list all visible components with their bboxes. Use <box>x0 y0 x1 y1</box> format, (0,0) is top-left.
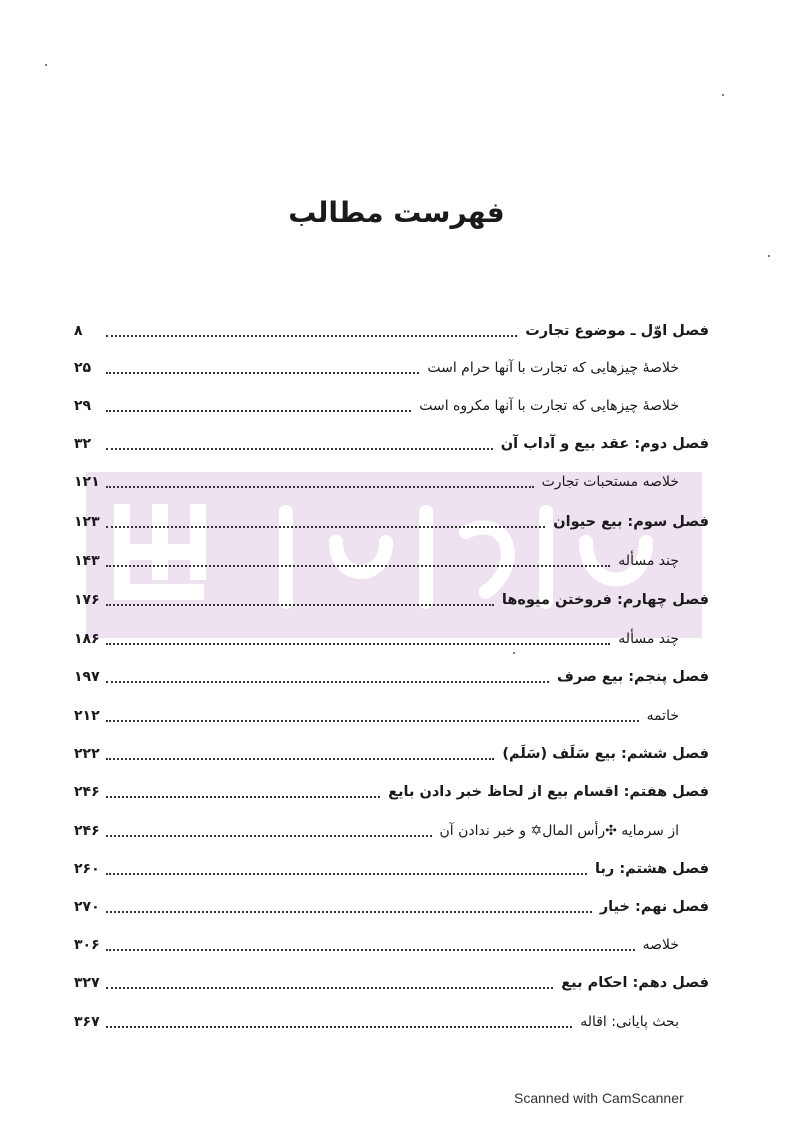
leader-dots <box>106 681 549 683</box>
toc-entry <box>74 779 709 805</box>
toc-entry-label: خلاصه مستحبات تجارت <box>541 474 679 490</box>
leader-dots <box>106 835 432 837</box>
toc-entry-label: چند مسأله <box>618 631 679 647</box>
leader-dots <box>106 949 635 951</box>
toc-entry-label: فصل پنجم: بیع صرف <box>557 669 709 685</box>
leader-dots <box>106 1026 572 1028</box>
toc-entry <box>74 626 709 652</box>
scan-speck <box>722 94 724 96</box>
leader-dots <box>106 643 610 645</box>
leader-dots <box>106 335 517 337</box>
toc-entry <box>74 894 709 920</box>
page-title: فهرست مطالب <box>288 196 505 229</box>
leader-dots <box>106 448 493 450</box>
toc-entry <box>74 703 709 729</box>
toc-entry-label: فصل سوم: بیع حیوان <box>553 514 709 530</box>
toc-entry-page: ۱۹۷ <box>74 669 100 685</box>
toc-entry <box>74 393 709 419</box>
toc-entry <box>74 355 709 381</box>
toc-entry-page: ۳۶۷ <box>74 1014 100 1030</box>
toc-entry-page: ۲۴۶ <box>74 784 100 800</box>
toc-entry <box>74 741 709 767</box>
toc-entry-page: ۲۶۰ <box>74 861 100 877</box>
leader-dots <box>106 911 592 913</box>
toc-entry <box>74 932 709 958</box>
leader-dots <box>106 486 534 488</box>
toc-entry-label: فصل نهم: خیار <box>599 899 709 915</box>
toc-entry <box>74 1009 709 1035</box>
toc-entry-page: ۳۲ <box>74 436 92 452</box>
toc-entry-page: ۲۷۰ <box>74 899 100 915</box>
toc-entry-page: ۲۹ <box>74 398 92 414</box>
toc-entry <box>74 970 709 996</box>
toc-entry-page: ۲۴۶ <box>74 823 100 839</box>
toc-entry-label: فصل ششم: بیع سَلَف (سَلَم) <box>502 746 709 762</box>
scan-speck <box>45 64 47 66</box>
toc-entry-label: خلاصهٔ چیزهایی که تجارت با آنها حرام است <box>427 360 679 376</box>
toc-entry-page: ۳۲۷ <box>74 975 100 991</box>
toc-entry-label: فصل اوّل ـ موضوع تجارت <box>525 323 709 339</box>
toc-entry <box>74 431 709 457</box>
leader-dots <box>106 796 380 798</box>
toc-entry <box>74 856 709 882</box>
toc-entry-label: از سرمایه ✣رأس المال✡ و خبر ندادن آن <box>439 823 679 839</box>
toc-entry-label: فصل چهارم: فروختن میوه‌ها <box>501 592 709 608</box>
toc-entry-page: ۲۱۲ <box>74 708 100 724</box>
toc-entry-page: ۱۴۳ <box>74 553 100 569</box>
toc-entry-label: چند مسأله <box>618 553 679 569</box>
leader-dots <box>106 410 411 412</box>
toc-entry <box>74 664 709 690</box>
scan-speck <box>513 652 515 654</box>
scan-speck <box>768 255 770 257</box>
toc-entry <box>74 318 709 344</box>
toc-entry-label: فصل دهم: احکام بیع <box>561 975 709 991</box>
leader-dots <box>106 987 553 989</box>
leader-dots <box>106 758 494 760</box>
leader-dots <box>106 604 494 606</box>
toc-entry-page: ۱۲۳ <box>74 514 100 530</box>
toc-entry-label: خلاصهٔ چیزهایی که تجارت با آنها مکروه است <box>419 398 679 414</box>
toc-entry-label: فصل هفتم: اقسام بیع از لحاظ خبر دادن بایع <box>388 784 709 800</box>
toc-entry-label: فصل هشتم: ربا <box>595 861 709 877</box>
toc-entry <box>74 587 709 613</box>
toc-entry <box>74 548 709 574</box>
toc-entry-label: بحث پایانی: اقاله <box>580 1014 679 1030</box>
leader-dots <box>106 565 610 567</box>
toc-entry <box>74 818 709 844</box>
scanner-footer: Scanned with CamScanner <box>514 1090 684 1106</box>
toc-entry-page: ۱۷۶ <box>74 592 100 608</box>
toc-entry-label: فصل دوم: عقد بیع و آداب آن <box>500 436 709 452</box>
toc-entry-page: ۱۲۱ <box>74 474 100 490</box>
leader-dots <box>106 720 639 722</box>
toc-entry-page: ۸ <box>74 323 83 339</box>
leader-dots <box>106 526 545 528</box>
toc-entry-page: ۲۲۲ <box>74 746 100 762</box>
toc-entry-page: ۲۵ <box>74 360 92 376</box>
toc-entry-page: ۳۰۶ <box>74 937 100 953</box>
leader-dots <box>106 372 419 374</box>
toc-entry <box>74 509 709 535</box>
leader-dots <box>106 873 587 875</box>
toc-entry-label: خاتمه <box>646 708 679 724</box>
toc-entry-label: خلاصه <box>642 937 679 953</box>
toc-entry-page: ۱۸۶ <box>74 631 100 647</box>
toc-entry <box>74 469 709 495</box>
